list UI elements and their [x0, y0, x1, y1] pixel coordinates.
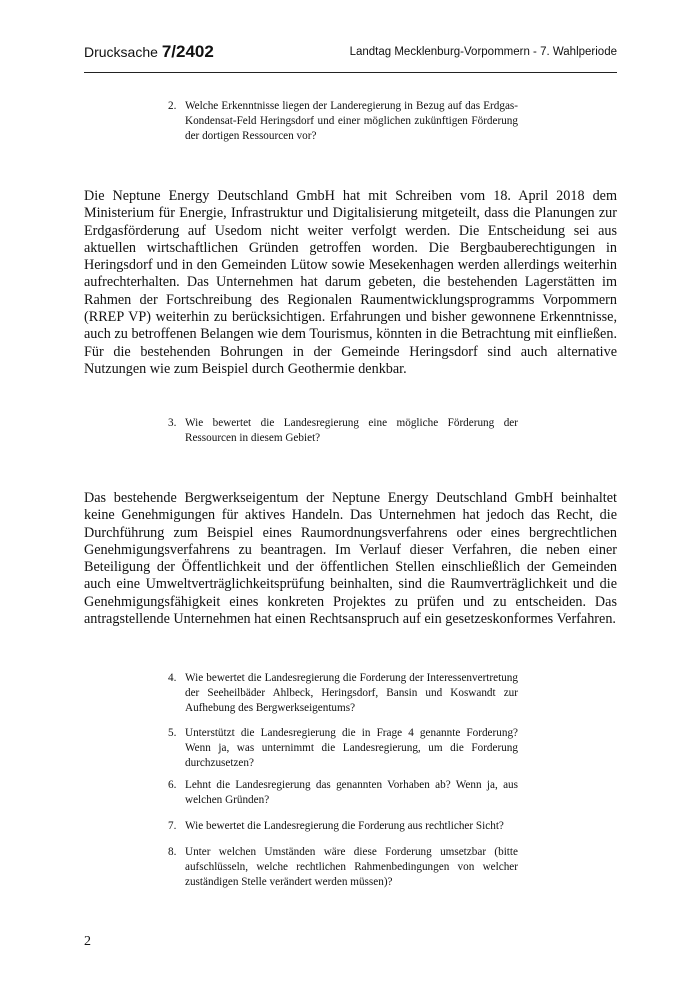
document-label: Drucksache 7/2402 [84, 42, 214, 61]
page-header [84, 42, 617, 73]
answer-paragraph-2: Das bestehende Bergwerkseigentum der Neptune Energy Deutschland GmbH beinhaltet keine Genehmigungen für aktives Handeln. Das Unternehmen hat jedoch das Recht, die Durchführung zum Beispiel eines Raumordnungsverfahrens oder eines bergrechtlichen Genehmigungsverfahrens zu beantragen. Im Verlauf dieser Verfahren, die neben einer Beteiligung der Öffentlichkeit und der öffentlichen Stellen einschließlich der Gemeinden auch eine Umweltverträglichkeitsprüfung beinhalten, sind die Raumverträglichkeit und die Genehmigungsfähigkeit eines konkreten Projektes zu prüfen und zu entscheiden. Das antragstellende Unternehmen hat einen Rechtsanspruch auf ein gesetzeskonformes Verfahren. [84, 490, 617, 628]
question-text: Wie bewertet die Landesregierung die Forderung der Interessenvertretung der Seeheilbäder Ahlbeck, Heringsdorf, Bansin und Koswandt zur Aufhebung des Bergwerkseigentums? [185, 672, 518, 714]
parliament-label: Landtag Mecklenburg-Vorpommern - 7. Wahlperiode [349, 46, 617, 58]
question-3 [168, 416, 518, 446]
question-7 [168, 819, 518, 834]
answer-paragraph-1: Die Neptune Energy Deutschland GmbH hat mit Schreiben vom 18. April 2018 dem Ministerium für Energie, Infrastruktur und Digitalisierung mitgeteilt, dass die Planungen zur Erdgasförderung auf Usedom nicht weiter verfolgt werden. Die Entscheidung sei aus aktuellen wirtschaftlichen Gründen getroffen worden. Die Bergbauberechtigungen in Heringsdorf und in den Gemeinden Lütow sowie Mesekenhagen werden allerdings weiterhin aufrechterhalten. Das Unternehmen hat darum gebeten, die bestehenden Lagerstätten im Rahmen der Fortschreibung des Regionalen Raumentwicklungsprogramms Vorpommern (RREP VP) weiterhin zu berücksichtigen. Erfahrungen und bisher gewonnene Erkenntnisse, auch zu betroffenen Belangen wie dem Tourismus, könnten in die Betrachtung mit einfließen. Für die bestehenden Bohrungen in der Gemeinde Heringsdorf sind auch alternative Nutzungen wie zum Beispiel durch Geothermie denkbar. [84, 188, 617, 377]
question-5 [168, 726, 518, 771]
question-number: 8. [168, 846, 177, 858]
question-text: Wie bewertet die Landesregierung die Forderung aus rechtlicher Sicht? [185, 820, 504, 832]
question-6 [168, 778, 518, 808]
question-number: 2. [168, 100, 177, 112]
question-2 [168, 99, 518, 144]
question-number: 5. [168, 727, 177, 739]
question-text: Welche Erkenntnisse liegen der Landeregierung in Bezug auf das Erdgas-Kondensat-Feld Heringsdorf und einer möglichen zukünftigen Förderung der dortigen Ressourcen vor? [185, 100, 518, 142]
question-number: 6. [168, 779, 177, 791]
question-text: Unter welchen Umständen wäre diese Forderung umsetzbar (bitte aufschlüsseln, welche rechtlichen Rahmenbedingungen von welcher zuständigen Stelle verändert werden müssen)? [185, 846, 518, 888]
question-number: 3. [168, 417, 177, 429]
question-4 [168, 671, 518, 716]
question-text: Unterstützt die Landesregierung die in Frage 4 genannte Forderung? Wenn ja, was unternimmt die Landesregierung, um die Forderung durchzusetzen? [185, 727, 518, 769]
question-number: 4. [168, 672, 177, 684]
document-number: 7/2402 [161, 42, 214, 61]
page-number: 2 [84, 934, 91, 949]
question-8 [168, 845, 518, 890]
question-text: Lehnt die Landesregierung das genannten Vorhaben ab? Wenn ja, aus welchen Gründen? [185, 779, 518, 806]
question-number: 7. [168, 820, 177, 832]
question-text: Wie bewertet die Landesregierung eine mögliche Förderung der Ressourcen in diesem Gebiet? [185, 417, 518, 444]
